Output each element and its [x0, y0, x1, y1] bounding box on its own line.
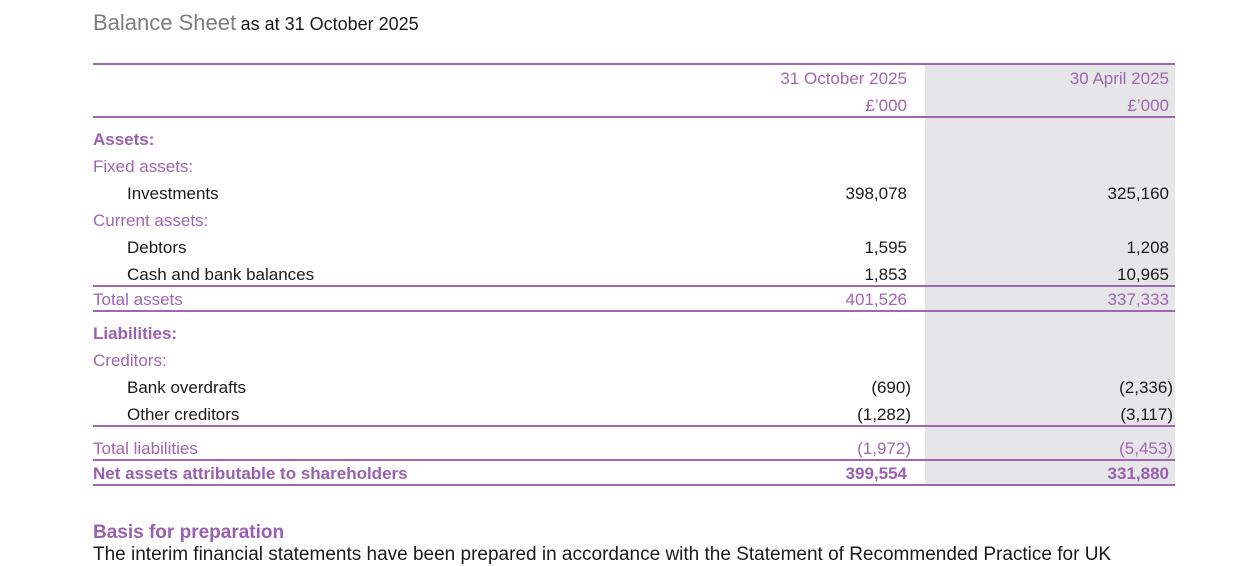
total-liabilities-label: Total liabilities [93, 439, 198, 458]
col2-unit: £’000 [1127, 96, 1169, 115]
total-liabilities-current: (1,972) [857, 439, 911, 458]
other-creditors-row [93, 401, 1175, 428]
total-liabilities-prior: (5,453) [1119, 439, 1173, 458]
total-liabilities-row [93, 435, 1175, 462]
cash-row [93, 261, 1175, 288]
investments-label: Investments [127, 184, 219, 203]
fixed-assets-label: Fixed assets: [93, 157, 194, 176]
bank-overdrafts-row [93, 374, 1175, 401]
other-creditors-current: (1,282) [857, 405, 911, 424]
cash-prior: 10,965 [1117, 265, 1169, 284]
fixed-assets-row [93, 153, 1175, 180]
net-assets-prior: 331,880 [1107, 464, 1169, 483]
debtors-row [93, 234, 1175, 261]
investments-row [93, 180, 1175, 207]
assets-heading-row [93, 126, 1175, 153]
liabilities-heading: Liabilities: [93, 324, 178, 343]
cash-current: 1,853 [864, 265, 907, 284]
current-assets-row [93, 207, 1175, 234]
col1-unit: £’000 [865, 96, 907, 115]
debtors-label: Debtors [127, 238, 187, 257]
page-title [93, 10, 419, 36]
bank-overdrafts-prior: (2,336) [1119, 378, 1173, 397]
debtors-prior: 1,208 [1126, 238, 1169, 257]
title-main: Balance Sheet [93, 10, 237, 35]
creditors-label: Creditors: [93, 351, 167, 370]
title-date: as at 31 October 2025 [240, 14, 419, 34]
bank-overdrafts-label: Bank overdrafts [127, 378, 247, 397]
investments-current: 398,078 [845, 184, 907, 203]
net-assets-current: 399,554 [845, 464, 907, 483]
total-assets-prior: 337,333 [1107, 290, 1169, 309]
current-assets-label: Current assets: [93, 211, 209, 230]
total-assets-label: Total assets [93, 290, 183, 309]
assets-heading: Assets: [93, 130, 155, 149]
column-header-units [93, 92, 1175, 119]
other-creditors-prior: (3,117) [1120, 405, 1173, 424]
net-assets-label: Net assets attributable to shareholders [93, 464, 408, 483]
basis-text: The interim financial statements have been prepared in accordance with the Statement of Recommended Practice for UK [93, 544, 1112, 565]
liabilities-heading-row [93, 320, 1175, 347]
debtors-current: 1,595 [864, 238, 907, 257]
net-assets-row [93, 460, 1175, 487]
basis-heading: Basis for preparation [93, 522, 285, 543]
cash-label: Cash and bank balances [127, 265, 315, 284]
creditors-row [93, 347, 1175, 374]
col1-date: 31 October 2025 [780, 69, 907, 88]
bank-overdrafts-current: (690) [871, 378, 911, 397]
column-header-dates [93, 65, 1175, 92]
investments-prior: 325,160 [1107, 184, 1169, 203]
total-assets-current: 401,526 [845, 290, 907, 309]
col2-date: 30 April 2025 [1069, 69, 1169, 88]
total-assets-row [93, 286, 1175, 313]
other-creditors-label: Other creditors [127, 405, 240, 424]
